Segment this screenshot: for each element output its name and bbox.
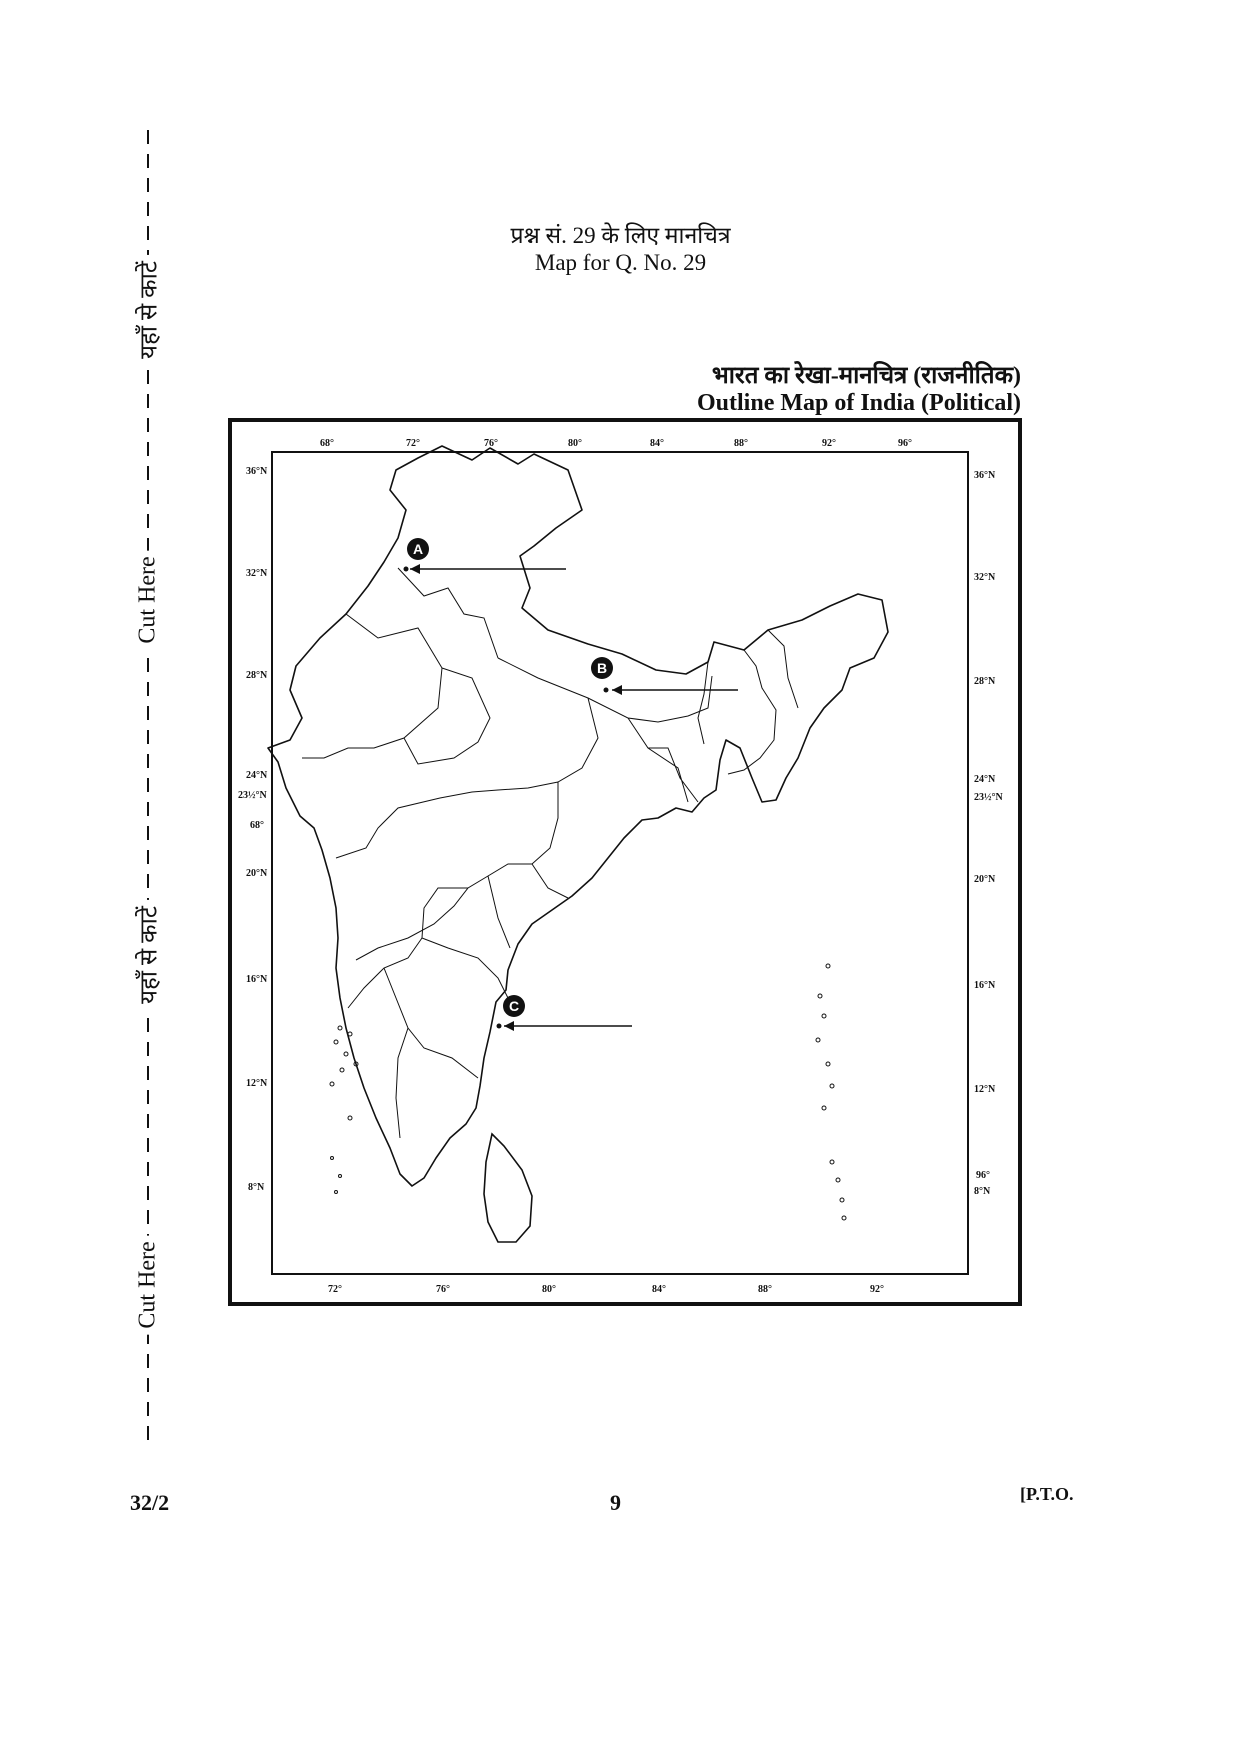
state-boundaries <box>302 568 798 1138</box>
map-title-english: Outline Map of India (Political) <box>697 390 1021 416</box>
lat-right-24: 24°N <box>974 774 996 785</box>
lat-right-96: 96° <box>976 1170 990 1181</box>
paper-code: 32/2 <box>130 1490 170 1515</box>
lat-left-8: 8°N <box>248 1182 265 1193</box>
lon-bottom-92: 92° <box>870 1284 884 1295</box>
marker-a-label: A <box>412 541 424 557</box>
lon-top-84: 84° <box>650 438 664 449</box>
lat-right-28: 28°N <box>974 676 996 687</box>
marker-a-point <box>404 567 409 572</box>
marker-b-label: B <box>596 660 608 676</box>
lat-left-23-5: 23½°N <box>238 790 267 801</box>
marker-b-point <box>604 688 609 693</box>
map-inner-frame <box>272 452 968 1274</box>
marker-a-arrowhead <box>410 564 420 574</box>
lon-bottom-88: 88° <box>758 1284 772 1295</box>
cut-label-hindi-top: यहाँ से काटें <box>132 255 165 365</box>
question-heading-english: Map for Q. No. 29 <box>534 250 707 275</box>
lat-right-36: 36°N <box>974 470 996 481</box>
marker-b-arrowhead <box>612 685 622 695</box>
lat-left-36: 36°N <box>246 466 268 477</box>
lon-bottom-80: 80° <box>542 1284 556 1295</box>
lon-top-76: 76° <box>484 438 498 449</box>
marker-c-arrowhead <box>504 1021 514 1031</box>
lat-right-23-5: 23½°N <box>974 792 1003 803</box>
question-heading-hindi: प्रश्न सं. 29 के लिए मानचित्र <box>510 223 731 248</box>
lat-right-16: 16°N <box>974 980 996 991</box>
lon-bottom-84: 84° <box>652 1284 666 1295</box>
lat-right-12: 12°N <box>974 1084 996 1095</box>
lon-bottom-76: 76° <box>436 1284 450 1295</box>
cut-label-english-top: Cut Here <box>135 550 162 649</box>
map-outer-frame <box>230 420 1020 1304</box>
lat-right-20: 20°N <box>974 874 996 885</box>
lon-top-72: 72° <box>406 438 420 449</box>
lat-left-20: 20°N <box>246 868 268 879</box>
cut-label-hindi-bottom: यहाँ से काटें <box>132 900 165 1010</box>
lat-right-32: 32°N <box>974 572 996 583</box>
lon-top-88: 88° <box>734 438 748 449</box>
lon-top-68: 68° <box>320 438 334 449</box>
page-number: 9 <box>610 1490 621 1515</box>
lat-left-68: 68° <box>250 820 264 831</box>
lon-top-96: 96° <box>898 438 912 449</box>
marker-c-point <box>497 1024 502 1029</box>
lat-left-32: 32°N <box>246 568 268 579</box>
india-mainland-outline <box>268 446 888 1186</box>
lat-left-16: 16°N <box>246 974 268 985</box>
lat-left-28: 28°N <box>246 670 268 681</box>
marker-c-label: C <box>508 998 520 1014</box>
pto-note: [P.T.O. <box>1020 1484 1074 1504</box>
map-title-hindi: भारत का रेखा-मानचित्र (राजनीतिक) <box>711 363 1021 389</box>
lat-left-24: 24°N <box>246 770 268 781</box>
india-outline-map <box>228 418 1022 1306</box>
lat-right-8: 8°N <box>974 1186 991 1197</box>
lon-top-80: 80° <box>568 438 582 449</box>
sri-lanka-outline <box>484 1134 532 1242</box>
lat-left-12: 12°N <box>246 1078 268 1089</box>
lon-top-92: 92° <box>822 438 836 449</box>
lon-bottom-72: 72° <box>328 1284 342 1295</box>
cut-label-english-bottom: Cut Here <box>135 1235 162 1334</box>
